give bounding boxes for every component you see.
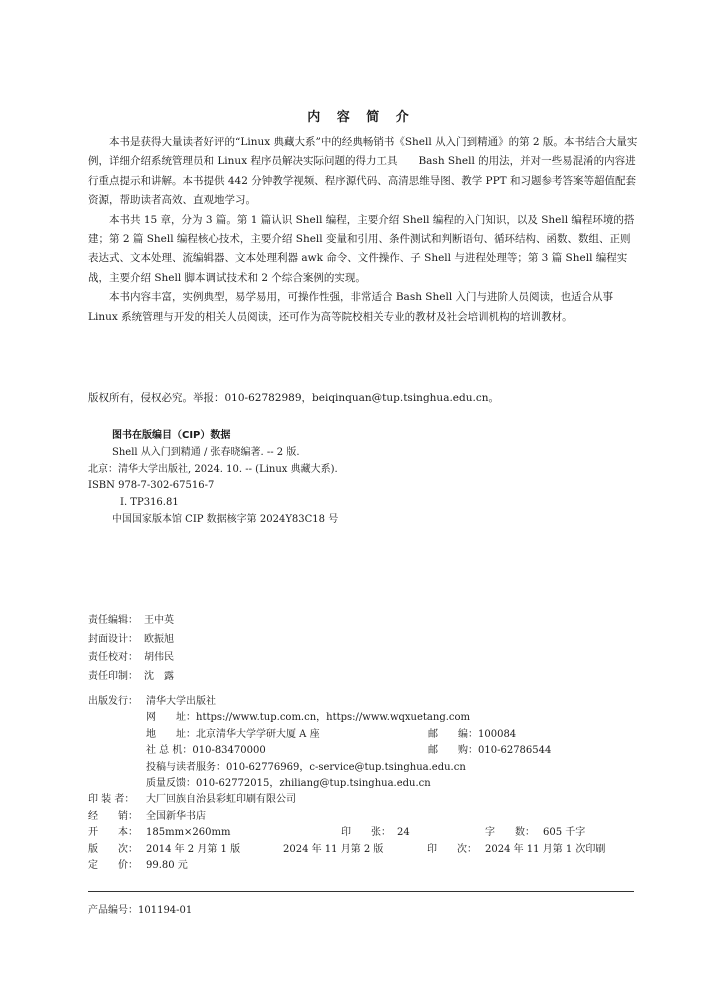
price-value: 99.80 元 [146, 860, 188, 872]
format-row [88, 825, 648, 841]
submission-line: 投稿与读者服务：010-62776969，c-service@tup.tsinghua.edu.cn [146, 761, 466, 773]
cip-record-line: 中国国家版本馆 CIP 数据核字第 2024Y83C18 号 [112, 513, 339, 525]
distributor-label: 经 销： [88, 810, 138, 822]
staff-label: 责任印制： [88, 670, 138, 682]
staff-list [88, 612, 174, 686]
staff-value: 欧振旭 [144, 633, 174, 645]
sheets-value: 24 [397, 827, 410, 839]
sheets-label: 印 张： [341, 827, 391, 839]
publisher-row [88, 694, 648, 710]
cip-block [88, 428, 648, 529]
website-line: 网 址：https://www.tup.com.cn，https://www.wqxuetang.com [146, 712, 471, 724]
switchboard-line: 社 总 机：010-83470000 [146, 745, 266, 757]
address-line: 地 址：北京清华大学学研大厦 A 座 [146, 728, 320, 740]
address-row [88, 727, 648, 743]
staff-row [88, 668, 174, 687]
cip-title-line: Shell 从入门到精通 / 张春晓编著. -- 2 版. [112, 446, 300, 458]
format-value: 185mm×260mm [146, 827, 231, 839]
cip-isbn-line: ISBN 978-7-302-67516-7 [88, 480, 215, 492]
staff-label: 责任校对： [88, 652, 138, 663]
publication-info [88, 694, 648, 874]
first-edition: 2014 年 2 月第 1 版 [146, 843, 241, 855]
staff-row [88, 612, 174, 631]
words-label: 字 数： [485, 827, 535, 839]
staff-row [88, 631, 174, 650]
page-title: 内 容 简 介 [307, 110, 415, 125]
print-value: 2024 年 11 月第 1 次印刷 [485, 843, 606, 855]
copyright-notice: 版权所有，侵权必究。举报：010-62782989，beiqinquan@tup.tsinghua.edu.cn。 [88, 392, 499, 404]
phone-row [88, 743, 648, 759]
distributor-name: 全国新华书店 [146, 810, 206, 822]
price-label: 定 价： [88, 860, 138, 872]
postcode-line: 邮 编：100084 [428, 728, 517, 740]
edition-label: 版 次： [88, 843, 138, 855]
printer-name: 大厂回族自治县彩虹印刷有限公司 [146, 794, 296, 806]
feedback-line: 质量反馈：010-62772015，zhiliang@tup.tsinghua.edu.cn [146, 778, 431, 790]
summary-paragraph-3: 本书内容丰富，实例典型，易学易用，可操作性强，非常适合 Bash Shell 入门与进阶人员阅读，也适合从事 Linux 系统管理与开发的相关人员阅读，还可作为高等院校相关专业的教材及社会培训机构的培训教材。 [88, 291, 614, 323]
printer-label: 印 装 者： [88, 794, 135, 806]
summary-section [88, 133, 638, 327]
publisher-label: 出版发行： [88, 696, 138, 707]
price-row [88, 858, 648, 874]
printer-row [88, 792, 648, 808]
second-edition: 2024 年 11 月第 2 版 [283, 843, 384, 855]
format-label: 开 本： [88, 827, 138, 839]
publisher-name: 清华大学出版社 [146, 696, 216, 707]
summary-paragraph-1: 本书是获得大量读者好评的“Linux 典藏大系”中的经典畅销书《Shell 从入门到精通》的第 2 版。本书结合大量实例，详细介绍系统管理员和 Linux 程序员解决实际问题的得力工具 Bash Shell 的用法，并对一些易混淆的内容进行重点提示和讲解。本书提供 442 分钟教学视频、程序源代码、高清思维导图、教学 PPT 和习题参考答案等超值配套资源，帮助读者高效、直观地学习。 [88, 136, 638, 207]
cip-publisher-line: 北京：清华大学出版社, 2024. 10. -- (Linux 典藏大系). [88, 463, 338, 475]
staff-label: 封面设计： [88, 633, 138, 645]
cip-heading: 图书在版编目（CIP）数据 [112, 430, 231, 441]
distributor-row [88, 809, 648, 825]
staff-value: 胡伟民 [144, 652, 174, 663]
staff-value: 沈 露 [144, 670, 174, 682]
edition-row [88, 842, 648, 858]
staff-row [88, 649, 174, 668]
staff-label: 责任编辑： [88, 615, 138, 626]
words-value: 605 千字 [543, 827, 586, 839]
print-label: 印 次： [427, 843, 477, 855]
mail-order-line: 邮 购：010-62786544 [428, 745, 552, 757]
divider [88, 891, 634, 892]
cip-classification-line: Ⅰ. TP316.81 [120, 497, 179, 509]
staff-value: 王中英 [144, 615, 174, 626]
product-code: 产品编号：101194-01 [88, 905, 193, 916]
summary-paragraph-2: 本书共 15 章，分为 3 篇。第 1 篇认识 Shell 编程，主要介绍 Shell 编程的入门知识，以及 Shell 编程环境的搭建；第 2 篇 Shell 编程核心技术，主要介绍 Shell 变量和引用、条件测试和判断语句、循环结构、函数、数组、正则表达式、文本处理、流编辑器、文本处理利器 awk 命令、文件操作、子 Shell 与进程处理等；第 3 篇 Shell 编程实战，主要介绍 Shell 脚本调试技术和 2 个综合案例的实现。 [88, 213, 635, 284]
